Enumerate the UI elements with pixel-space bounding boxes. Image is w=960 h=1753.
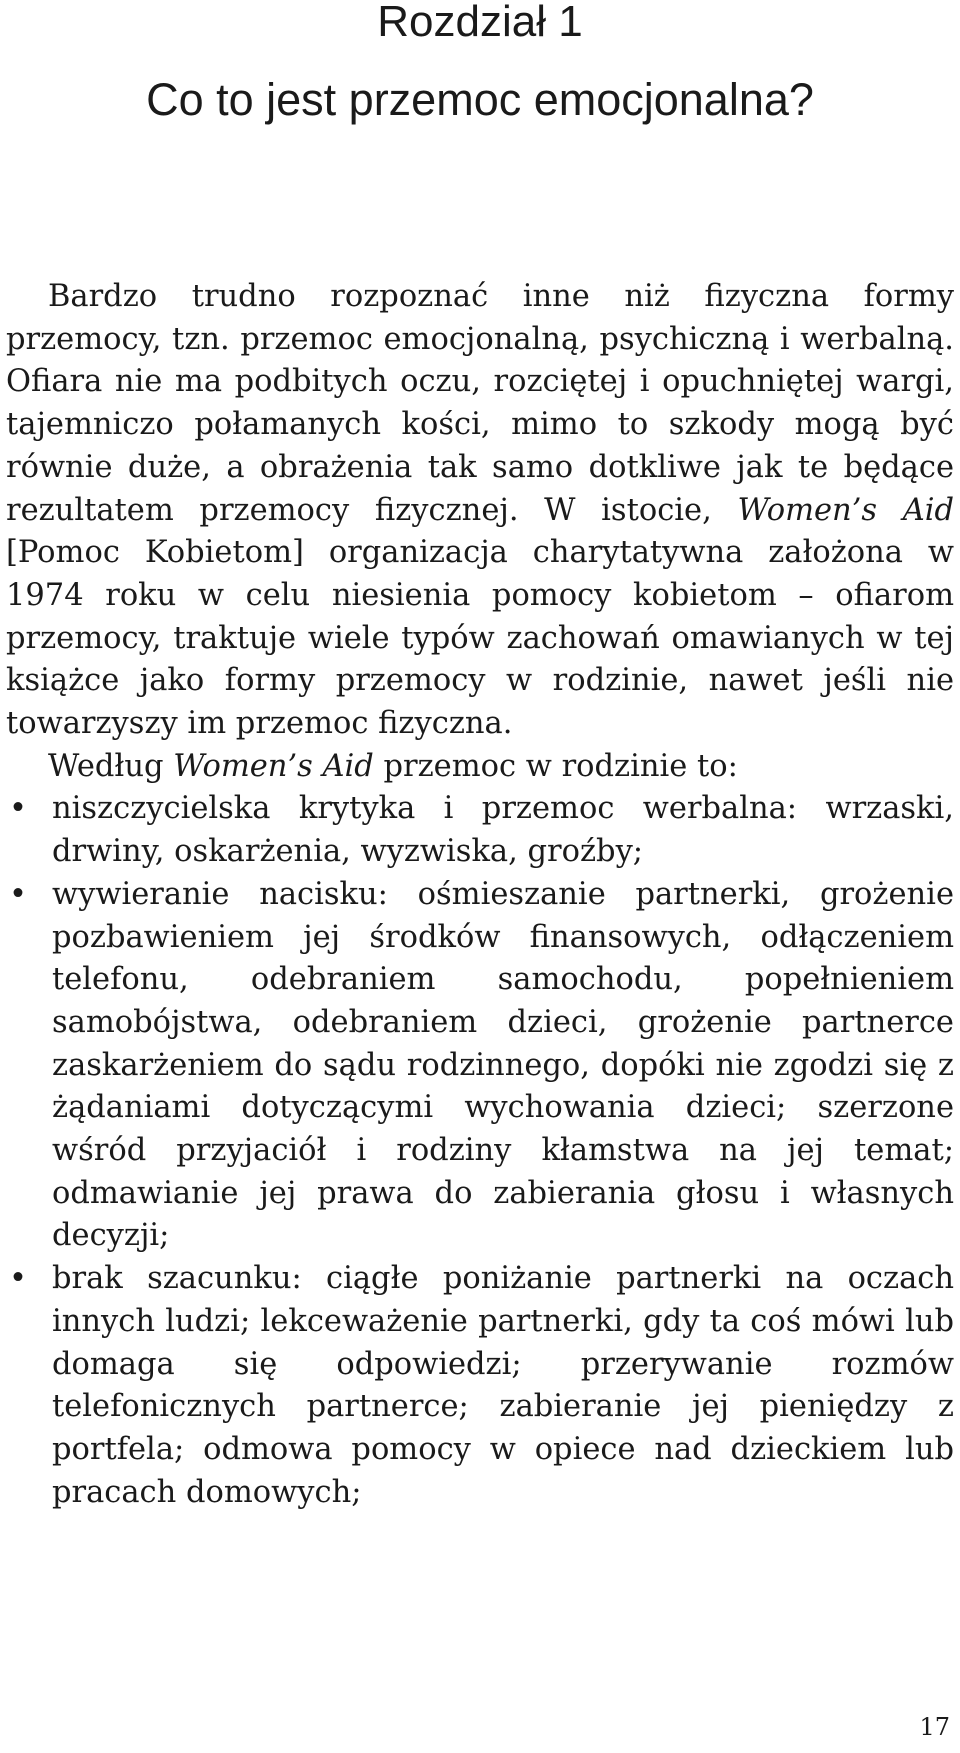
list-item-text: brak szacunku: ciągłe poniżanie partnerki na oczach innych ludzi; lekceważenie partnerki, gdy ta coś mówi lub domaga się odpowiedzi; przerywanie rozmów telefonicznych partnerce; zabieranie jej pieniędzy z portfela; odmowa pomocy w opiece nad dzieckiem lub pracach domowych; bbox=[52, 1261, 954, 1510]
list-item bbox=[6, 1258, 954, 1514]
chapter-title: Co to jest przemoc emocjonalna? bbox=[146, 74, 814, 125]
page-number: 17 bbox=[919, 1713, 950, 1741]
paragraph-intro bbox=[6, 276, 954, 746]
text-segment: Bardzo trudno rozpoznać inne niż fizyczna formy przemocy, tzn. przemoc emocjonalną, psychiczną i werbalną. Ofiara nie ma podbitych oczu, rozciętej i opuchniętej wargi, tajemniczo połamanych kości, mimo to szkody mogą być równie duże, a obrażenia tak samo dotkliwe jak te będące rezultatem przemocy fizycznej. W istocie, bbox=[6, 279, 954, 528]
bullet-icon: • bbox=[9, 876, 27, 912]
chapter-label: Rozdział 1 bbox=[377, 0, 583, 46]
organization-name: Women’s Aid bbox=[173, 748, 374, 784]
list-item bbox=[6, 788, 954, 873]
list-item-text: niszczycielska krytyka i przemoc werbalna: wrzaski, drwiny, oskarżenia, wyzwiska, groźby; bbox=[52, 791, 954, 870]
text-segment: przemoc w rodzinie to: bbox=[373, 748, 738, 784]
text-segment: Według bbox=[48, 748, 174, 784]
list-item-text: wywieranie nacisku: ośmieszanie partnerki, grożenie pozbawieniem jej środków finansowych, odłączeniem telefonu, odebraniem samochodu, popełnieniem samobójstwa, odebraniem dzieci, grożenie partnerce zaskarżeniem do sądu rodzinnego, dopóki nie zgodzi się z żądaniami dotyczącymi wychowania dzieci; szerzone wśród przyjaciół i rodziny kłamstwa na jej temat; odmawianie jej prawa do zabierania głosu i własnych decyzji; bbox=[52, 876, 954, 1254]
organization-name: Women’s Aid bbox=[737, 492, 954, 528]
paragraph-definition-lead bbox=[6, 746, 954, 789]
abuse-forms-list bbox=[6, 788, 954, 1514]
body-text bbox=[6, 276, 954, 1514]
text-segment: [Pomoc Kobietom] organizacja charytatywna założona w 1974 roku w celu niesienia pomocy kobietom – ofiarom przemocy, traktuje wiele typów zachowań omawianych w tej książce jako formy przemocy w rodzinie, nawet jeśli nie towarzyszy im przemoc fizyczna. bbox=[6, 535, 954, 742]
list-item bbox=[6, 874, 954, 1258]
bullet-icon: • bbox=[9, 1261, 27, 1297]
bullet-icon: • bbox=[9, 791, 27, 827]
